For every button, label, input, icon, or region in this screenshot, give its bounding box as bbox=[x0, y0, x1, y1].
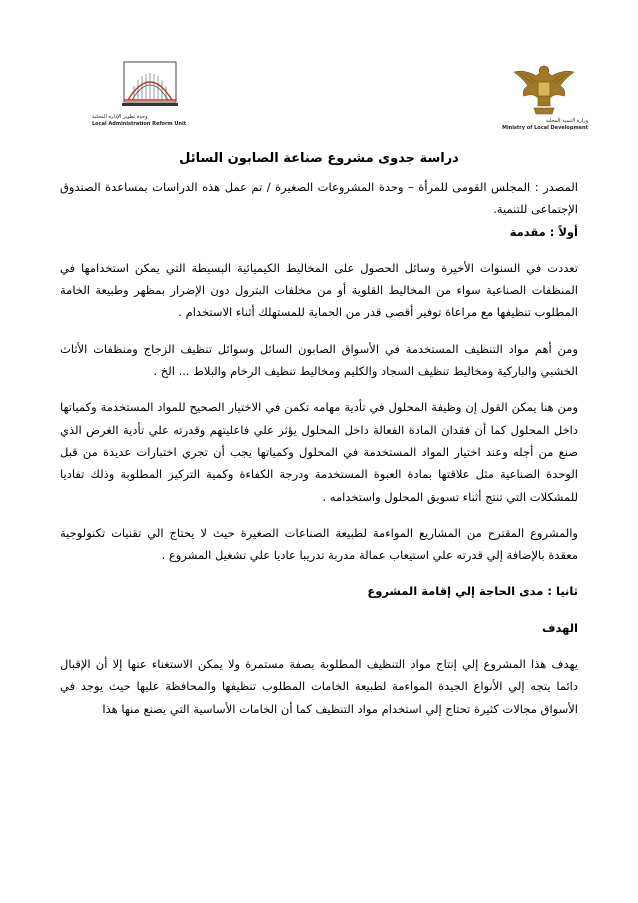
right-logo-caption-english: Ministry of Local Development bbox=[501, 125, 588, 131]
paragraph-solution-function: ومن هنا يمكن القول إن وظيفة المحلول في تأدية مهامه تكمن في الاختيار الصحيح للمواد المستخدمة وكمياتها داخل المحلول كما أن فقدان المادة الفعالة داخل المحلول يؤثر علي فاعليتهم وقدرته علي تأدية الغرض الذي صنع من أجله وعند اختيار المواد المستخدمة في المحلول وكمياتها يجب أن تجري اختبارات عديدة من قبل الوحدة الصناعية مثل علاقتها بمادة العبوة المستخدمة ودرجة الكفاءة وكمية التركيز المطلوبة وذلك تفاديا للمشكلات التي تنتج أثناء تسويق المحلول واستخدامه . bbox=[60, 400, 578, 504]
spacer bbox=[60, 603, 578, 617]
paragraph-cleaning-materials: ومن أهم مواد التنظيف المستخدمة في الأسواق الصابون السائل وسوائل تنظيف الزجاج ومنظفات الأثاث الخشبي والباركية ومخاليط تنظيف السجاد والكليم ومخاليط تنظيف الرخام والبلاط ... الخ . bbox=[60, 341, 578, 379]
paragraph-goal: يهدف هذا المشروع إلي إنتاج مواد التنظيف المطلوبة بصفة مستمرة ولا يمكن الاستغناء عنها إلا أن الإقبال دائما يتجه إلي الأنواع الجيدة المواءمة لطبيعة الخامات المطلوب تنظيفها والمحافظة عليها حيث يوجد في الأسواق مجالات كثيرة تحتاج إلي استخدام مواد التنظيف كما أن الخامات الأساسية التي يصنع منها هذا bbox=[60, 657, 578, 716]
source-paragraph: المصدر : المجلس القومى للمرأة – وحدة المشروعات الصغيرة / تم عمل هذه الدراسات بمساعدة الصندوق الإجتماعى للتنمية. bbox=[60, 180, 578, 217]
paragraph-proposed-project: والمشروع المقترح من المشاريع المواءمة لطبيعة الصناعات الصغيرة حيث لا يحتاج الي تقنيات تكنولوجية معقدة بالإضافة إلي قدرته علي استيعاب عمالة مدربة تدريبا عاديا علي تشغيل المشروع . bbox=[60, 525, 578, 563]
section-heading-project-need: ثانيا : مدى الحاجة إلي إقامة المشروع bbox=[367, 584, 578, 599]
eagle-emblem-icon bbox=[500, 60, 588, 116]
spacer bbox=[60, 566, 578, 580]
document-title: دراسة جدوى مشروع صناعة الصابون السائل bbox=[179, 151, 459, 166]
right-logo-caption-arabic: وزارة التنمية المحلية bbox=[545, 118, 588, 124]
dome-emblem-icon bbox=[92, 60, 222, 114]
document-body bbox=[60, 148, 578, 720]
section-heading-introduction: أولاً : مقدمة bbox=[509, 224, 578, 239]
goal-heading: الهدف bbox=[542, 620, 578, 635]
local-administration-reform-unit-logo bbox=[92, 60, 222, 128]
paragraph-intro: تعددت في السنوات الأخيرة وسائل الحصول على المخاليط الكيميائية البسيطة التي يمكن استخدامها في المنظفات الصناعية سواء من المخاليط القلوية أو من مخلفات البترول دون الإضرار بمظهر وطبيعة الخامة المطلوب تنظيفها مع مراعاة توفير أقصى قدر من الحماية للمستهلك أثناء الاستخدام . bbox=[60, 260, 578, 320]
spacer bbox=[60, 324, 578, 338]
spacer bbox=[60, 639, 578, 653]
ministry-of-local-development-logo bbox=[500, 60, 588, 132]
left-logo-caption-english: Local Administration Reform Unit bbox=[92, 121, 187, 127]
left-logo-caption-arabic: وحدة تطوير الإدارة المحلية bbox=[92, 114, 148, 120]
spacer bbox=[60, 243, 578, 257]
spacer bbox=[60, 382, 578, 396]
spacer bbox=[60, 508, 578, 522]
